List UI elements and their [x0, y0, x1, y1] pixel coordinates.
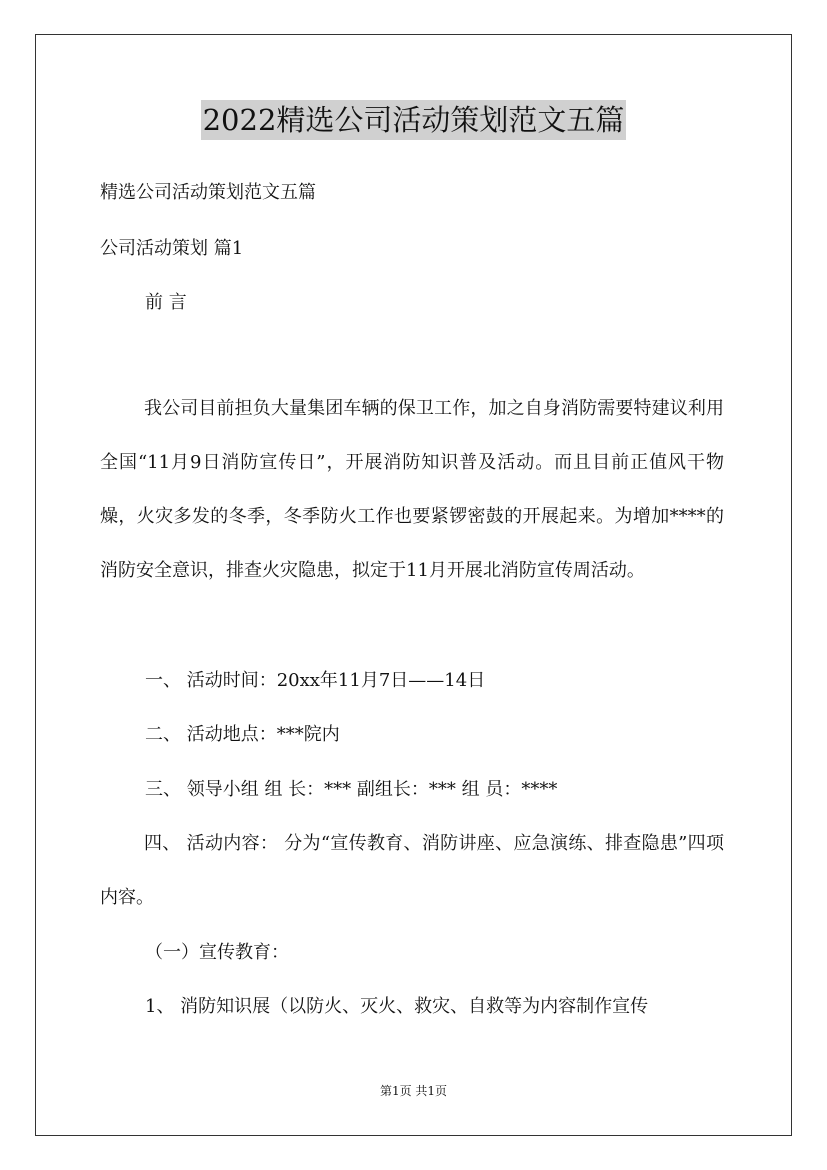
section-heading: 公司活动策划 篇1: [100, 238, 244, 259]
item-activity-content: 四、 活动内容： 分为“宣传教育、消防讲座、应急演练、排查隐患”四项内容。: [100, 833, 724, 908]
document-title: 2022精选公司活动策划范文五篇: [201, 100, 627, 140]
item-activity-location: 二、 活动地点：***院内: [145, 724, 340, 745]
page-footer: 第1页 共1页: [379, 1084, 448, 1098]
item-leadership-group: 三、 领导小组 组 长：*** 副组长：*** 组 员：****: [145, 779, 558, 800]
sub-heading-education: （一）宣传教育：: [145, 942, 289, 963]
item-activity-time: 一、 活动时间：20xx年11月7日——14日: [145, 670, 486, 691]
preface-heading: 前 言: [145, 292, 187, 313]
title-container: [0, 100, 827, 140]
intro-paragraph: 我公司目前担负大量集团车辆的保卫工作，加之自身消防需要特建议利用全国“11月9日消防宣传日”，开展消防知识普及活动。而且目前正值风干物燥，火灾多发的冬季，冬季防火工作也要紧锣密鼓的开展起来。为增加****的消防安全意识，排查火灾隐患，拟定于11月开展北消防宣传周活动。: [100, 398, 724, 581]
point-knowledge-exhibition: 1、 消防知识展（以防火、灭火、救灾、自救等为内容制作宣传: [145, 996, 649, 1017]
document-subtitle: 精选公司活动策划范文五篇: [100, 182, 316, 203]
